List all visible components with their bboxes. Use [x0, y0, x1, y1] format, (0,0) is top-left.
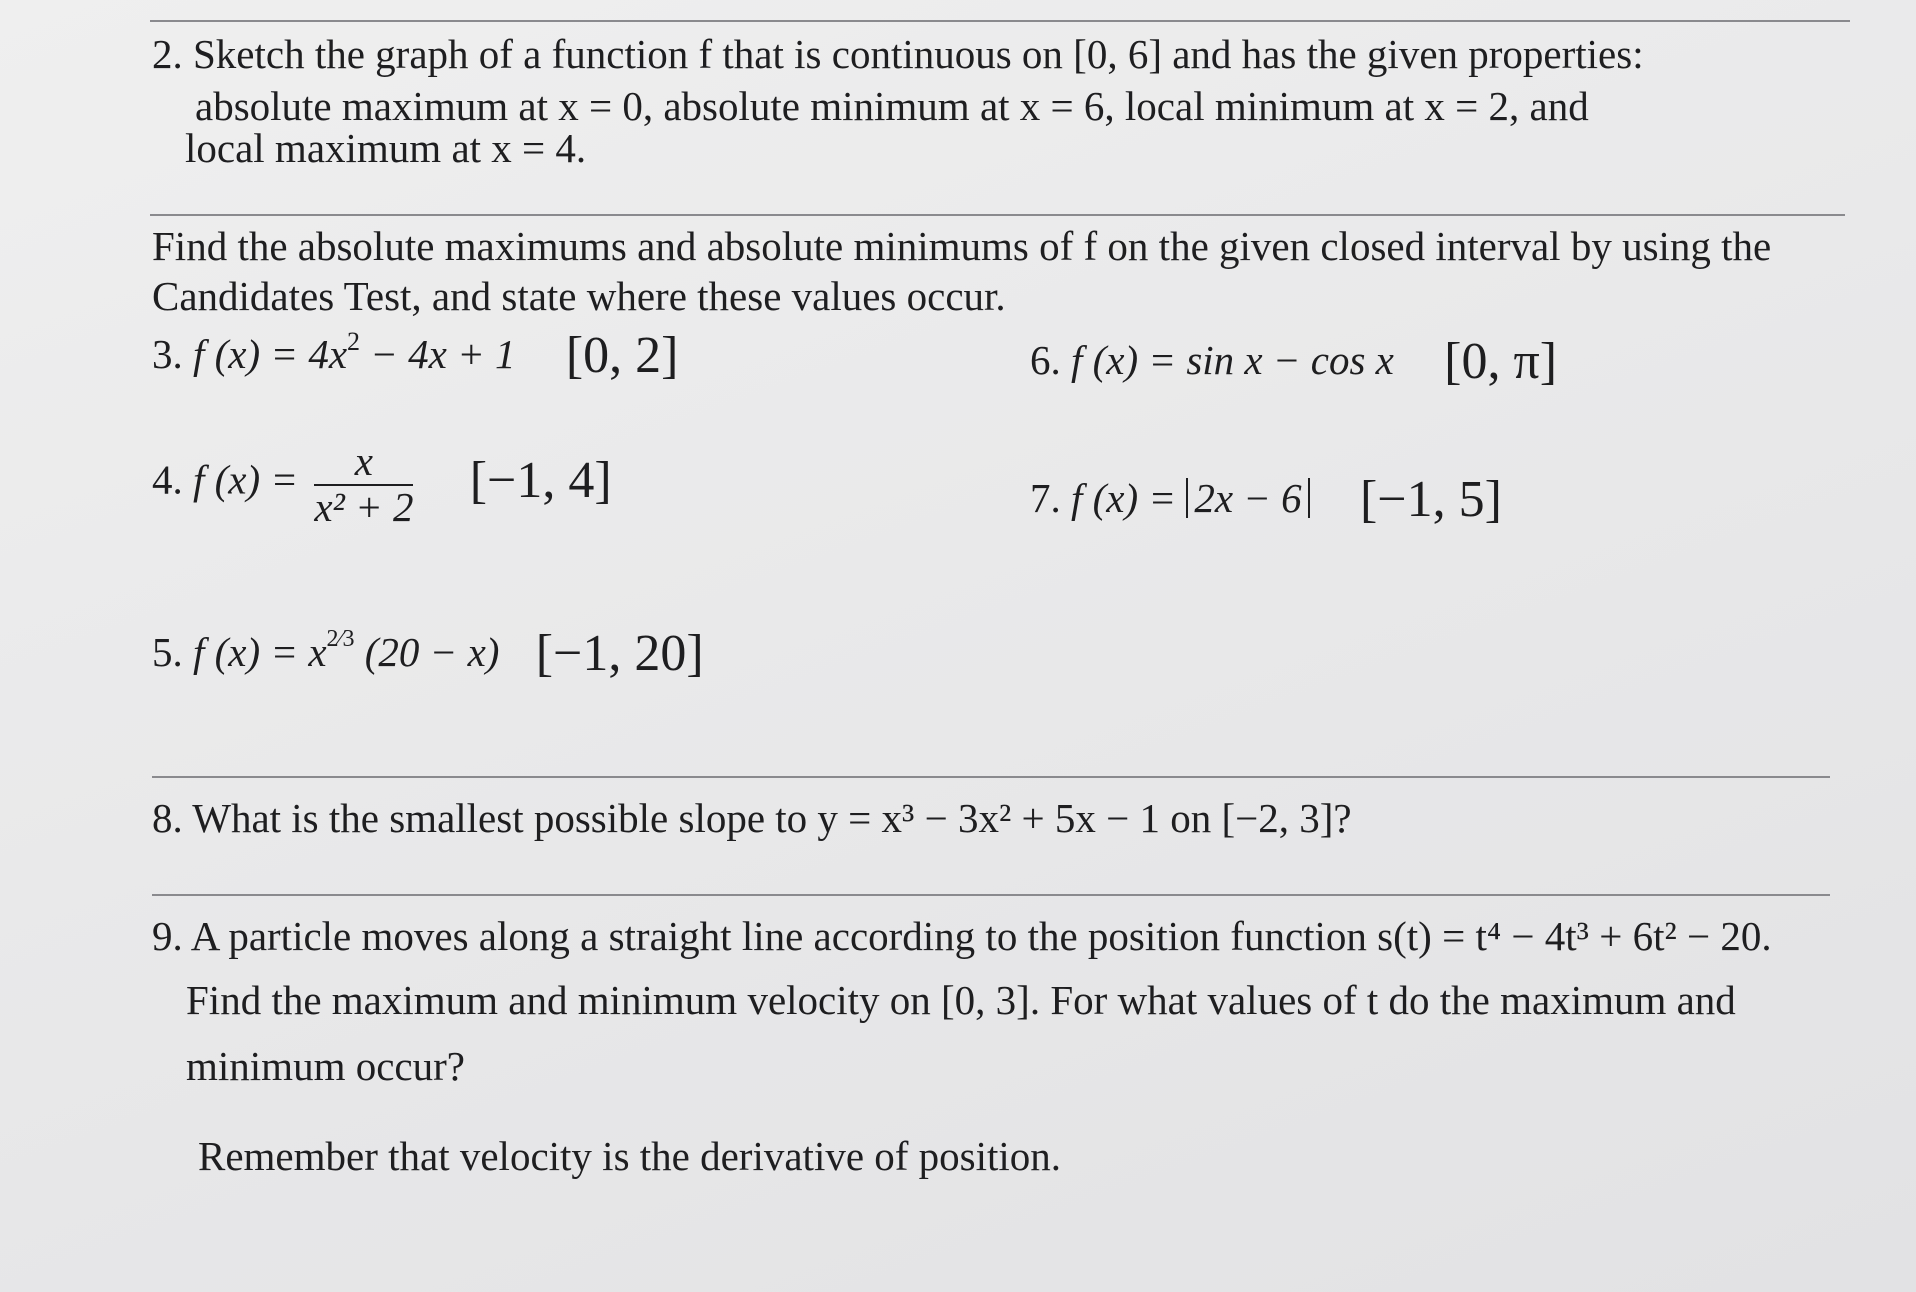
- divider-before-problem-9: [152, 894, 1830, 896]
- problem-3-function: f (x) = 4x: [193, 331, 348, 377]
- problem-5-function: f (x) = x: [193, 629, 327, 675]
- problem-8: 8. What is the smallest possible slope to y = x³ − 3x² + 5x − 1 on [−2, 3]?: [152, 795, 1352, 841]
- problem-6: [1030, 333, 1558, 390]
- problem-4: [152, 440, 612, 528]
- problem-2-line-3: local maximum at x = 4.: [185, 125, 587, 171]
- problem-6-function: f (x) = sin x − cos x: [1071, 337, 1394, 383]
- problem-4-fraction: [314, 440, 413, 528]
- problem-9-line-1: 9. A particle moves along a straight line according to the position function s(t) = t⁴ − 4t³ + 6t² − 20.: [152, 913, 1772, 959]
- problem-6-interval: [0, π]: [1444, 333, 1558, 390]
- problem-2-line-2: absolute maximum at x = 0, absolute minimum at x = 6, local minimum at x = 2, and: [195, 83, 1589, 129]
- problem-7-function: f (x) =: [1071, 475, 1177, 521]
- problem-5-function-rest: (20 − x): [354, 629, 500, 675]
- problem-5: [152, 625, 704, 683]
- top-divider: [150, 20, 1850, 22]
- problem-3-exponent: 2: [347, 327, 361, 356]
- instructions-line-1: Find the absolute maximums and absolute minimums of f on the given closed interval by using the: [152, 223, 1772, 269]
- problem-4-number: 4.: [152, 456, 183, 503]
- problem-9-line-3: minimum occur?: [186, 1043, 465, 1089]
- problem-4-numerator: x: [314, 440, 413, 486]
- problem-4-interval: [−1, 4]: [469, 452, 612, 510]
- instructions-line-2: Candidates Test, and state where these values occur.: [152, 273, 1006, 319]
- problem-7: [1030, 471, 1502, 528]
- problem-3: [152, 327, 679, 384]
- problem-6-number: 6.: [1030, 337, 1061, 383]
- problem-7-absolute-value: 2x − 6: [1186, 478, 1309, 518]
- problem-2-line-1: 2. Sketch the graph of a function f that is continuous on [0, 6] and has the given properties:: [152, 31, 1644, 77]
- problem-7-number: 7.: [1030, 475, 1061, 521]
- problem-9-line-2: Find the maximum and minimum velocity on [0, 3]. For what values of t do the maximum and: [186, 977, 1736, 1023]
- problem-7-interval: [−1, 5]: [1359, 471, 1502, 528]
- velocity-reminder: Remember that velocity is the derivative of position.: [198, 1133, 1062, 1179]
- problem-3-interval: [0, 2]: [565, 327, 679, 384]
- problem-5-interval: [−1, 20]: [535, 625, 704, 682]
- divider-before-problem-8: [152, 776, 1830, 778]
- problem-3-number: 3.: [152, 331, 183, 377]
- problem-4-function: f (x) =: [193, 456, 299, 503]
- problem-4-denominator: x² + 2: [314, 484, 414, 530]
- problem-3-function-rest: − 4x + 1: [360, 331, 516, 377]
- problem-5-exponent: 2⁄3: [326, 626, 355, 652]
- problem-5-number: 5.: [152, 629, 183, 675]
- divider-after-problem-2: [150, 214, 1845, 216]
